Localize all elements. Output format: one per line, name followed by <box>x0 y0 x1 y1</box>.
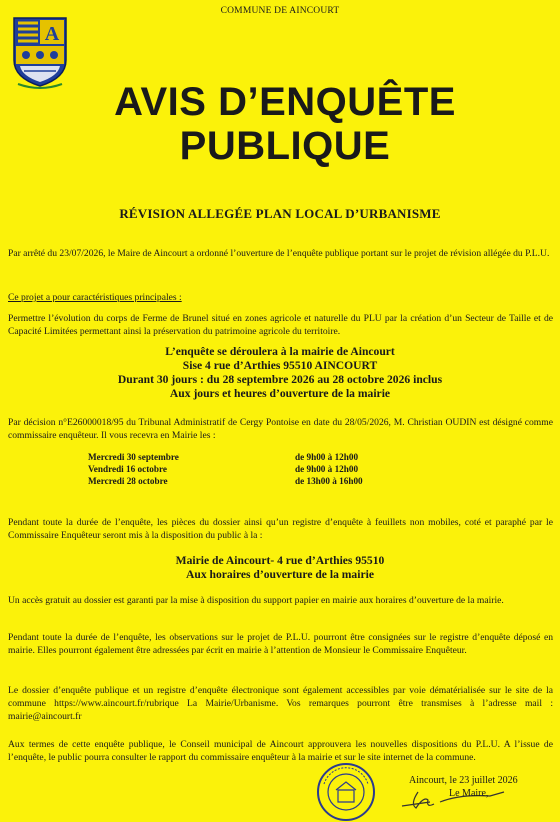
characteristics-heading: Ce projet a pour caractéristiques principales : <box>8 292 182 303</box>
svg-text:A: A <box>44 23 60 45</box>
signature-title: Le Maire, <box>449 788 489 799</box>
characteristics-paragraph: Permettre l’évolution du corps de Ferme de Brunel situé en zones agricole et naturelle du PLU par la création d’un Secteur de Taille et de Capacité Limitées permettant ainsi la préservation du patrimoine agricole du territoire. <box>8 313 553 337</box>
signature-place-date: Aincourt, le 23 juillet 2026 <box>409 775 518 786</box>
observations-paragraph: Pendant toute la durée de l’enquête, les observations sur le projet de P.L.U. pourront être consignées sur le registre d’enquête déposé en mairie. Elles pourront également être adressées par écrit en mairie à l’attention de Monsieur le Commissaire Enquêteur. <box>8 632 553 656</box>
mairie-block <box>0 554 560 582</box>
mairie-seal-stamp <box>316 762 376 822</box>
location-line-3: Durant 30 jours : du 28 septembre 2026 au 28 octobre 2026 inclus <box>117 373 443 386</box>
location-line-2: Sise 4 rue d’Arthies 95510 AINCOURT <box>182 359 378 372</box>
notice-title <box>40 80 530 168</box>
schedule-day-1: Mercredi 30 septembre <box>88 452 179 462</box>
notice-title-line2: PUBLIQUE <box>179 124 391 168</box>
location-line-4: Aux jours et heures d’ouverture de la mairie <box>169 387 391 400</box>
intro-paragraph: Par arrêté du 23/07/2026, le Maire de Aincourt a ordonné l’ouverture de l’enquête publique portant sur le projet de révision allégée du P.L.U. <box>8 248 550 259</box>
schedule-time-1: de 9h00 à 12h00 <box>295 452 359 462</box>
dossier-paragraph: Pendant toute la durée de l’enquête, les pièces du dossier ainsi qu’un registre d’enquête à feuillets non mobiles, coté et paraphé par le Commissaire Enquêteur seront mis à la disposition du public à la : <box>8 517 553 541</box>
schedule-day-3: Mercredi 28 octobre <box>88 476 168 486</box>
schedule-time-2: de 9h00 à 12h00 <box>295 464 359 474</box>
location-block <box>0 345 560 401</box>
closing-paragraph: Aux termes de cette enquête publique, le Conseil municipal de Aincourt approuvera les nouvelles dispositions du P.L.U. A l’issue de l’enquête, le public pourra consulter le rapport du commissaire enquêteur à la mairie et sur le site internet de la commune. <box>8 739 553 763</box>
decision-paragraph: Par décision n°E26000018/95 du Tribunal Administratif de Cergy Pontoise en date du 28/05/2026, M. Christian OUDIN est désigné comme commissaire enquêteur. Il vous recevra en Mairie les : <box>8 417 553 441</box>
notice-title-line1: AVIS D’ENQUÊTE <box>114 80 456 124</box>
mairie-line-2: Aux horaires d’ouverture de la mairie <box>186 568 374 581</box>
schedule-day-2: Vendredi 16 octobre <box>88 464 167 474</box>
electronic-paragraph: Le dossier d’enquête publique et un registre d’enquête électronique sont également accessibles par voie dématérialisée sur le site de la commune https://www.aincourt.fr/rubrique La Mairie/Urbanisme. Vos remarques pourront être transmises à l’adresse mail : mairie@aincourt.fr <box>8 685 553 722</box>
access-paragraph: Un accès gratuit au dossier est garanti par la mise à disposition du support papier en mairie aux horaires d’ouverture de la mairie. <box>8 595 504 606</box>
mairie-line-1: Mairie de Aincourt- 4 rue d’Arthies 95510 <box>175 554 385 567</box>
schedule-time-3: de 13h00 à 16h00 <box>295 476 363 486</box>
location-line-1: L’enquête se déroulera à la mairie de Aincourt <box>165 345 395 358</box>
commune-header: COMMUNE DE AINCOURT <box>220 6 340 16</box>
notice-subtitle: RÉVISION ALLEGÉE PLAN LOCAL D’URBANISME <box>119 206 441 221</box>
